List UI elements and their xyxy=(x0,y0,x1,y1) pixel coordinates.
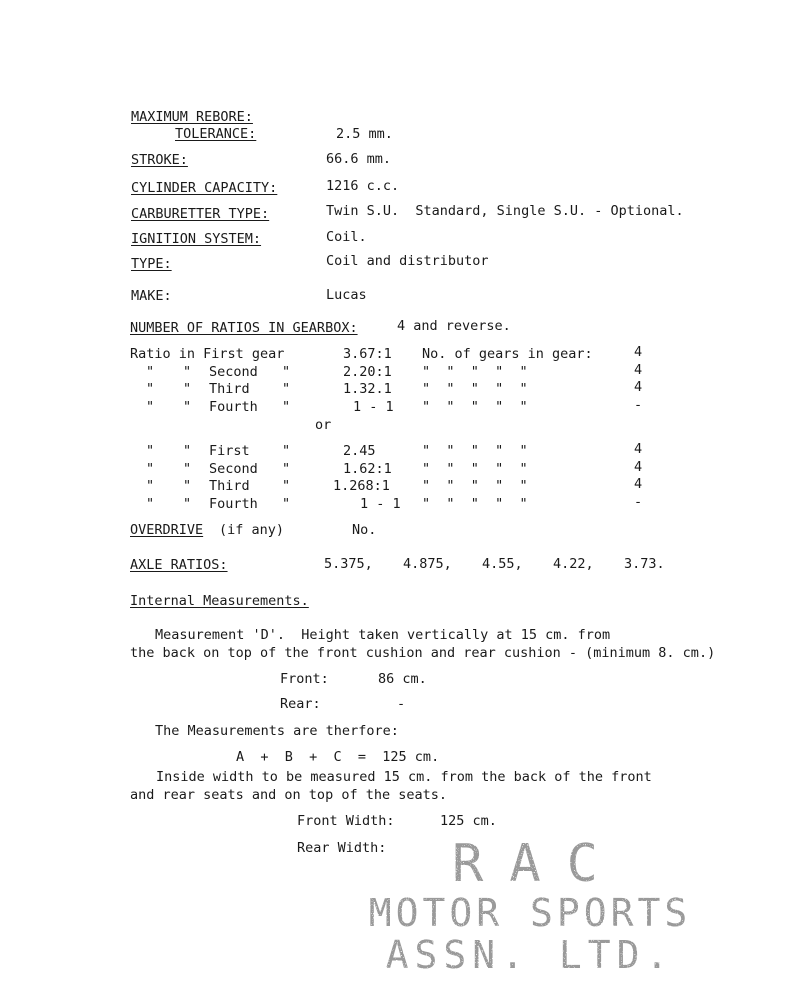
ditto: " xyxy=(183,443,192,459)
gear-ratio: 1.62:1 xyxy=(343,461,392,477)
gear-name: Second xyxy=(209,364,258,380)
gear-name: First xyxy=(209,443,250,459)
ditto: " xyxy=(282,443,291,459)
gearbox-label: NUMBER OF RATIOS IN GEARBOX: xyxy=(130,320,358,336)
gear-ratio: 2.45 xyxy=(343,443,376,459)
width-line2: and rear seats and on top of the seats. xyxy=(130,787,447,803)
axle-label: AXLE RATIOS: xyxy=(130,557,228,573)
measurement-d-line1: Measurement 'D'. Height taken vertically at 15 cm. from xyxy=(155,627,611,643)
ditto: " xyxy=(282,364,291,380)
stamp-line-assn: ASSN. LTD. xyxy=(385,933,675,977)
tolerance-label: TOLERANCE: xyxy=(175,126,257,142)
formula-line: A + B + C = 125 cm. xyxy=(236,749,440,765)
gear-ratio: 2.20:1 xyxy=(343,364,392,380)
ditto: " xyxy=(282,461,291,477)
gear-count: 4 xyxy=(634,459,643,475)
ditto-row: " " " " " xyxy=(422,478,528,494)
stroke-value: 66.6 mm. xyxy=(326,151,392,167)
gear-name: Fourth xyxy=(209,496,258,512)
ditto: " xyxy=(146,461,155,477)
ditto-row: " " " " " xyxy=(422,381,528,397)
stamp-line-rac: RAC xyxy=(452,834,624,894)
ditto: " xyxy=(146,496,155,512)
ditto: " xyxy=(282,381,291,397)
internal-heading: Internal Measurements. xyxy=(130,593,309,609)
stamp-line-motor-sports: MOTOR SPORTS xyxy=(368,891,692,935)
ditto-row: " " " " " xyxy=(422,364,528,380)
front-value: 86 cm. xyxy=(378,671,427,687)
ratio-header: Ratio in First gear xyxy=(130,346,285,362)
ditto: " xyxy=(146,381,155,397)
capacity-value: 1216 c.c. xyxy=(326,178,400,194)
ignition-value: Coil. xyxy=(326,229,367,245)
rear-width-label: Rear Width: xyxy=(297,840,387,856)
axle-ratio: 3.73. xyxy=(624,556,665,572)
ditto: " xyxy=(282,399,291,415)
axle-ratio: 5.375, xyxy=(324,556,373,572)
ditto-row: " " " " " xyxy=(422,443,528,459)
gear-name: Second xyxy=(209,461,258,477)
ditto-row: " " " " " xyxy=(422,461,528,477)
axle-ratio: 4.55, xyxy=(482,556,523,572)
gear-ratio: 1 - 1 xyxy=(360,496,401,512)
count-first-1: 4 xyxy=(634,344,643,360)
front-label: Front: xyxy=(280,671,329,687)
rear-value: - xyxy=(397,696,406,712)
gear-count: 4 xyxy=(634,379,643,395)
ditto-row: " " " " " xyxy=(422,399,528,415)
type-value: Coil and distributor xyxy=(326,253,489,269)
overdrive-label: OVERDRIVE xyxy=(130,522,204,538)
gear-name: Third xyxy=(209,478,250,494)
gear-ratio: 1.32.1 xyxy=(343,381,392,397)
ditto: " xyxy=(183,496,192,512)
ditto: " xyxy=(282,478,291,494)
type-label: TYPE: xyxy=(131,256,172,272)
ditto: " xyxy=(183,364,192,380)
ditto: " xyxy=(282,496,291,512)
ditto: " xyxy=(146,399,155,415)
ditto: " xyxy=(183,381,192,397)
gear-count: 4 xyxy=(634,362,643,378)
gear-count: - xyxy=(634,397,643,413)
max-rebore-label: MAXIMUM REBORE: xyxy=(131,109,253,125)
ditto-row: " " " " " xyxy=(422,496,528,512)
axle-ratio: 4.22, xyxy=(553,556,594,572)
front-width-label: Front Width: xyxy=(297,813,395,829)
ignition-label: IGNITION SYSTEM: xyxy=(131,231,262,247)
gear-ratio: 1 - 1 xyxy=(353,399,394,415)
measurement-d-line2: the back on top of the front cushion and rear cushion - (minimum 8. cm.) xyxy=(130,645,716,661)
ditto: " xyxy=(146,443,155,459)
gears-header: No. of gears in gear: xyxy=(422,346,593,362)
carburetter-label: CARBURETTER TYPE: xyxy=(131,206,270,222)
gear-count: - xyxy=(634,494,643,510)
overdrive-value: No. xyxy=(352,522,377,538)
ditto: " xyxy=(183,399,192,415)
front-width-value: 125 cm. xyxy=(440,813,497,829)
ratio-first-1: 3.67:1 xyxy=(343,346,392,362)
rear-label: Rear: xyxy=(280,696,321,712)
width-line1: Inside width to be measured 15 cm. from the back of the front xyxy=(156,769,652,785)
therefore-line: The Measurements are therfore: xyxy=(155,723,399,739)
ditto: " xyxy=(183,478,192,494)
gear-name: Fourth xyxy=(209,399,258,415)
axle-ratio: 4.875, xyxy=(403,556,452,572)
make-value: Lucas xyxy=(326,287,367,303)
gear-count: 4 xyxy=(634,476,643,492)
overdrive-suffix: (if any) xyxy=(219,522,285,538)
ditto: " xyxy=(146,478,155,494)
gear-count: 4 xyxy=(634,441,643,457)
gear-name: Third xyxy=(209,381,250,397)
make-label: MAKE: xyxy=(131,288,172,304)
or-label: or xyxy=(315,417,332,433)
carburetter-value: Twin S.U. Standard, Single S.U. - Optional. xyxy=(326,203,684,219)
gearbox-value: 4 and reverse. xyxy=(397,318,511,334)
gear-ratio: 1.268:1 xyxy=(333,478,390,494)
tolerance-value: 2.5 mm. xyxy=(336,126,393,142)
capacity-label: CYLINDER CAPACITY: xyxy=(131,180,278,196)
rac-stamp xyxy=(300,834,760,977)
ditto: " xyxy=(183,461,192,477)
ditto: " xyxy=(146,364,155,380)
stroke-label: STROKE: xyxy=(131,152,188,168)
